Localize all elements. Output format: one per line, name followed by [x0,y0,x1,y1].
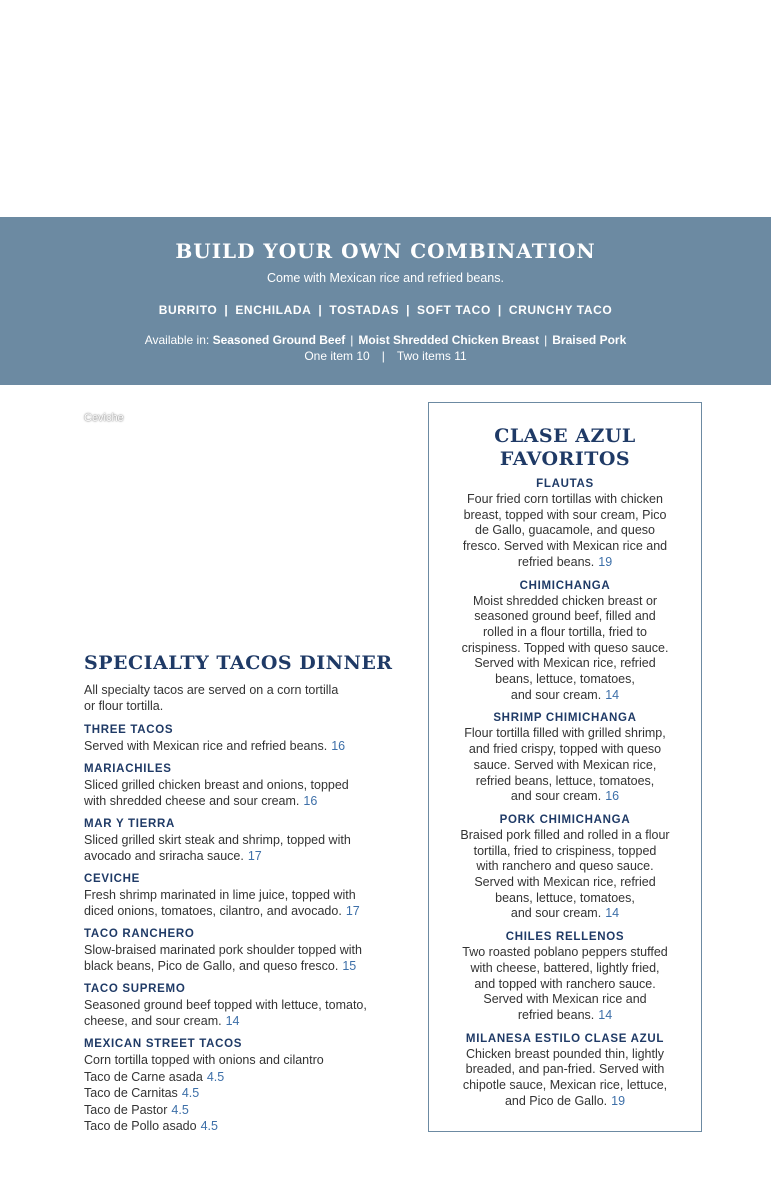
section-title: SPECIALTY TACOS DINNER [84,652,393,674]
favoritos-title [429,425,701,471]
desc-text: and sour cream. [510,789,602,804]
desc-line [450,945,680,961]
desc-text: Fresh shrimp marinated in lime juice, topped with [84,888,356,902]
menu-item-price: 16 [303,794,318,808]
desc-text: refried beans. [517,554,595,569]
menu-item-price: 15 [342,959,357,973]
title-line: FAVORITOS [499,448,631,470]
option-price: 4.5 [200,1119,218,1133]
desc-line [450,726,680,742]
option-price: 4.5 [206,1069,225,1084]
favoritos-items [429,477,701,1110]
desc-line [450,1047,680,1063]
street-taco-option [84,1069,414,1086]
menu-item-name: MEXICAN STREET TACOS [84,1038,243,1050]
desc-text: Served with Mexican rice, refried [474,656,656,671]
intro-line: All specialty tacos are served on a corn tortilla [84,683,339,697]
desc-line [450,828,680,844]
desc-line [450,508,680,524]
menu-item-name: CHIMICHANGA [519,579,611,592]
desc-text: cheese, and sour cream. [84,1014,222,1028]
combo-item: ENCHILADA [235,303,312,317]
menu-item [84,817,414,864]
desc-text: breast, topped with sour cream, Pico [463,507,667,522]
desc-text: with cheese, battered, lightly fried, [470,960,660,975]
option-price: 4.5 [171,1102,189,1117]
menu-item-desc [84,887,414,919]
specialty-tacos-section [84,652,414,1143]
desc-line [450,594,680,610]
option-label: Taco de Carne asada [84,1069,203,1084]
combo-item: TOSTADAS [329,303,400,317]
menu-item-price: 16 [605,789,620,804]
desc-line [84,958,414,974]
desc-line [84,832,414,848]
desc-line [450,523,680,539]
menu-item-name: PORK CHIMICHANGA [499,813,631,826]
desc-line [84,997,414,1013]
menu-item [84,762,414,809]
combo-item: CRUNCHY TACO [508,303,613,317]
menu-item-desc [450,828,680,922]
desc-text: Four fried corn tortillas with chicken [467,492,663,506]
street-taco-option [84,1085,414,1102]
desc-line [450,1094,680,1110]
desc-text: Sliced grilled skirt steak and shrimp, topped with [84,833,351,847]
desc-text: breaded, and pan-fried. Served with [465,1062,665,1077]
desc-text: refried beans. [517,1007,595,1022]
desc-line [450,539,680,555]
desc-line [450,891,680,907]
menu-item [84,723,414,754]
menu-item-price: 14 [225,1014,240,1028]
combination-prices [0,349,771,363]
desc-line [450,641,680,657]
desc-line [450,758,680,774]
menu-item [450,930,680,1024]
available-proteins [0,333,771,347]
menu-item-desc [84,738,414,754]
desc-text: Served with Mexican rice and refried beans. [84,739,328,753]
menu-item [84,982,414,1029]
desc-text: with shredded cheese and sour cream. [84,794,300,808]
desc-text: and topped with ranchero sauce. [474,976,656,991]
menu-item-desc [450,492,680,571]
photo-caption: Ceviche [84,412,124,424]
street-taco-option [84,1118,414,1135]
menu-item-name: CHILES RELLENOS [505,931,625,944]
menu-item-name: TACO SUPREMO [84,983,186,995]
menu-item-price: 17 [345,904,360,918]
protein-option: Seasoned Ground Beef [212,333,346,347]
separator: | [350,333,354,347]
available-label: Available in: [144,333,210,347]
desc-line [450,742,680,758]
option-label: Taco de Carnitas [84,1086,178,1100]
desc-text: and Pico de Gallo. [504,1093,608,1108]
desc-line [450,977,680,993]
desc-line [450,774,680,790]
desc-text: rolled in a flour tortilla, fried to [483,624,647,639]
desc-text: beans, lettuce, tomatoes, [495,890,635,905]
desc-line [450,961,680,977]
combination-subtitle: Come with Mexican rice and refried beans. [267,271,504,285]
desc-text: diced onions, tomatoes, cilantro, and avocado. [84,904,342,918]
combo-item: BURRITO [158,303,218,317]
desc-line [450,656,680,672]
desc-line [450,844,680,860]
desc-text: sauce. Served with Mexican rice, [473,757,657,772]
menu-item-name: THREE TACOS [84,724,174,736]
desc-line [450,859,680,875]
desc-text: avocado and sriracha sauce. [84,849,244,863]
desc-text: and sour cream. [510,906,602,921]
menu-item [84,872,414,919]
desc-text: tortilla, fried to crispiness, topped [473,843,657,858]
desc-line [450,906,680,922]
section-intro [84,682,414,714]
desc-text: crispiness. Topped with queso sauce. [461,640,669,655]
desc-text: and sour cream. [510,687,602,702]
separator: | [381,349,385,363]
desc-text: Slow-braised marinated pork shoulder topped with [84,943,362,957]
desc-line [84,738,414,754]
desc-text: Served with Mexican rice, refried [474,875,656,890]
menu-item-price: 19 [598,554,613,569]
menu-item-desc [84,777,414,809]
desc-text: Sliced grilled chicken breast and onions, topped [84,778,349,792]
desc-line [450,992,680,1008]
combination-banner [0,217,771,385]
menu-item-name: MAR Y TIERRA [84,818,176,830]
desc-text: seasoned ground beef, filled and [474,609,656,624]
menu-item-price: 14 [605,906,620,921]
separator: | [318,303,323,317]
menu-item-name: MILANESA ESTILO CLASE AZUL [465,1032,665,1045]
separator: | [224,303,229,317]
protein-option: Moist Shredded Chicken Breast [358,333,540,347]
combo-item: SOFT TACO [417,303,491,317]
desc-line [450,875,680,891]
menu-item [450,1032,680,1110]
desc-text: chipotle sauce, Mexican rice, lettuce, [462,1078,668,1093]
intro-line: or flour tortilla. [84,699,164,713]
desc-line [84,903,414,919]
separator: | [406,303,411,317]
desc-text: Two roasted poblano peppers stuffed [462,945,668,960]
option-price: 4.5 [181,1086,200,1100]
desc-line [450,625,680,641]
two-items-price: Two items 11 [396,349,467,363]
desc-text: refried beans, lettuce, tomatoes, [475,773,655,788]
street-taco-option [84,1102,414,1119]
desc-line [450,672,680,688]
menu-item-name: CEVICHE [84,873,141,885]
desc-line [450,609,680,625]
menu-item-price: 14 [598,1007,613,1022]
desc-text: fresco. Served with Mexican rice and [462,539,668,554]
menu-item-desc [450,945,680,1024]
menu-item [450,711,680,805]
desc-line [450,1062,680,1078]
favoritos-box [428,402,702,1132]
desc-text: black beans, Pico de Gallo, and queso fresco. [84,959,339,973]
separator: | [544,333,548,347]
desc-text: with ranchero and queso sauce. [476,859,654,874]
menu-item [84,927,414,974]
desc-text: Flour tortilla filled with grilled shrimp, [464,726,666,741]
menu-item-desc [84,832,414,864]
menu-item [84,1037,414,1135]
protein-option: Braised Pork [552,333,627,347]
menu-item [450,579,680,704]
menu-item-desc [450,594,680,704]
desc-line [450,789,680,805]
desc-line [450,688,680,704]
menu-item-price: 14 [605,687,620,702]
menu-item-price: 17 [247,849,262,863]
option-label: Taco de Pollo asado [84,1119,197,1133]
one-item-price: One item 10 [304,349,370,363]
option-label: Taco de Pastor [84,1102,168,1117]
desc-text: Served with Mexican rice and [483,992,647,1007]
separator: | [497,303,502,317]
specialty-items [84,723,414,1029]
desc-line [450,492,680,508]
title-line: CLASE AZUL [494,425,636,447]
desc-line [84,793,414,809]
menu-item [450,813,680,922]
combination-title: BUILD YOUR OWN COMBINATION [175,239,596,263]
desc-line [450,1008,680,1024]
menu-item-desc [450,726,680,805]
desc-line [84,1013,414,1029]
desc-text: de Gallo, guacamole, and queso [475,523,655,538]
desc-line [84,848,414,864]
desc-line [84,942,414,958]
menu-item-name: MARIACHILES [84,763,172,775]
menu-item-desc: Corn tortilla topped with onions and cilantro [84,1053,324,1067]
menu-item-price: 16 [331,739,346,753]
menu-item-name: SHRIMP CHIMICHANGA [493,712,637,725]
menu-item-price: 19 [611,1093,626,1108]
desc-text: beans, lettuce, tomatoes, [495,672,635,687]
desc-line [450,1078,680,1094]
desc-text: Braised pork filled and rolled in a flour [460,827,670,842]
combination-items [0,303,771,317]
desc-text: Chicken breast pounded thin, lightly [465,1046,665,1061]
desc-text: Seasoned ground beef topped with lettuce, tomato, [84,998,367,1012]
desc-line [84,777,414,793]
desc-line [450,555,680,571]
menu-item-desc [84,997,414,1029]
desc-text: and fried crispy, topped with queso [468,742,662,757]
menu-item-name: TACO RANCHERO [84,928,195,940]
menu-item-desc [450,1047,680,1110]
menu-item-desc [84,942,414,974]
street-taco-options [84,1069,414,1135]
desc-line [84,887,414,903]
menu-item [450,477,680,571]
menu-item-name: FLAUTAS [536,478,594,490]
desc-text: Moist shredded chicken breast or [472,593,658,608]
